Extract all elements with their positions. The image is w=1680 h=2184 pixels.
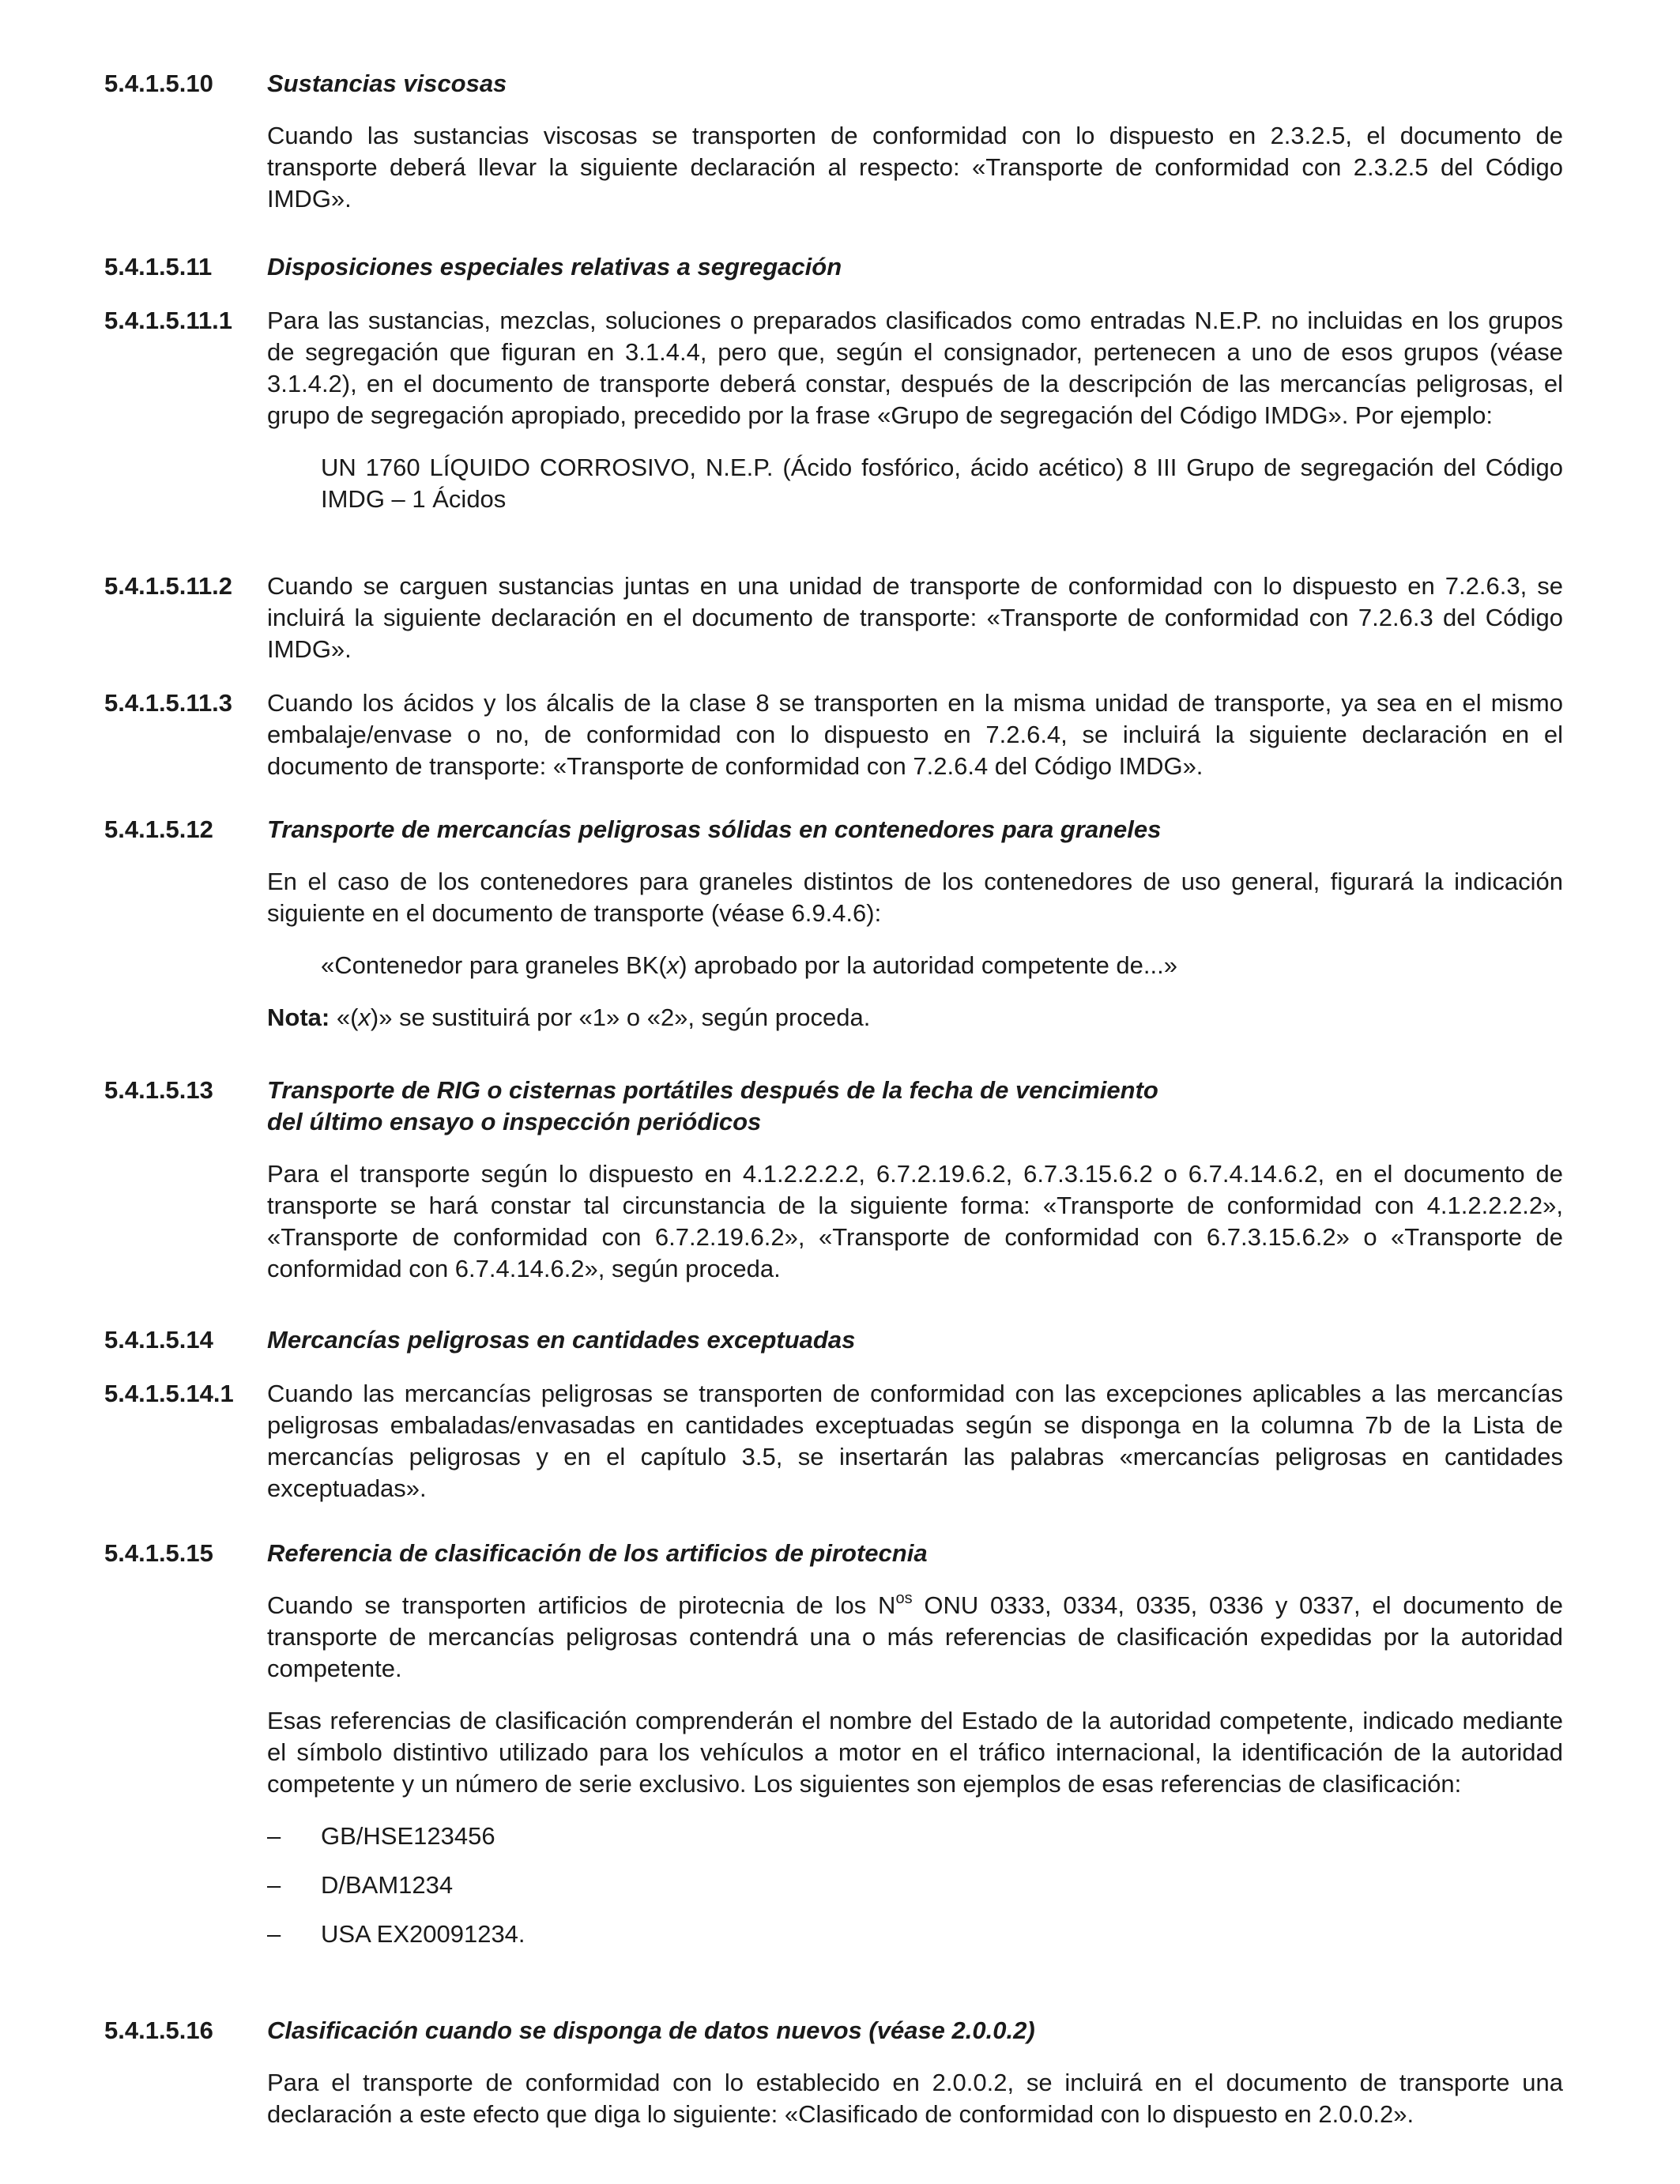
dash-bullet: – [267, 1920, 281, 1948]
list-item [267, 1919, 1563, 1950]
section-title: Sustancias viscosas [267, 70, 507, 97]
section-title: Referencia de clasificación de los artificios de pirotecnia [267, 1539, 928, 1567]
section-number: 5.4.1.5.13 [104, 1076, 213, 1104]
classification-reference: USA EX20091234. [321, 1920, 525, 1948]
note-text: )» se sustituirá por «1» o «2», según proceda. [370, 1004, 871, 1031]
paragraph: Cuando las mercancías peligrosas se transporten de conformidad con las excepciones aplicables a las mercancías peligrosas embaladas/envasadas en cantidades exceptuadas según se disponga en la columna 7b de la Lista de mercancías peligrosas y en el capítulo 3.5, se insertarán las palabras «mercancías peligrosas en cantidades exceptuadas». [267, 1380, 1563, 1502]
section-5-4-1-5-10 [104, 68, 1563, 215]
classification-reference: D/BAM1234 [321, 1871, 454, 1899]
example-text: «Contenedor para graneles BK( [321, 951, 667, 979]
superscript: os [895, 1589, 913, 1607]
example-variable: x [666, 951, 680, 979]
dash-bullet: – [267, 1871, 281, 1899]
section-number: 5.4.1.5.14 [104, 1326, 213, 1354]
paragraph [267, 1590, 1563, 1685]
section-5-4-1-5-11-3 [104, 687, 1563, 782]
section-number: 5.4.1.5.16 [104, 2016, 213, 2044]
paragraph: Para el transporte de conformidad con lo establecido en 2.0.0.2, se incluirá en el documento de transporte una declaración a este efecto que diga lo siguiente: «Clasificado de conformidad con lo dispuesto en 2.0.0.2». [267, 2069, 1563, 2128]
section-title: Mercancías peligrosas en cantidades exceptuadas [267, 1326, 856, 1354]
paragraph: Para las sustancias, mezclas, soluciones o preparados clasificados como entradas N.E.P. no incluidas en los grupos de segregación que figuran en 3.1.4.4, pero que, según el consignador, pertenecen a uno de esos grupos (véase 3.1.4.2), en el documento de transporte deberá constar, después de la descripción de las mercancías peligrosas, el grupo de segregación apropiado, precedido por la frase «Grupo de segregación del Código IMDG». Por ejemplo: [267, 307, 1563, 429]
example-text: ) aprobado por la autoridad competente de...» [679, 951, 1177, 979]
section-number: 5.4.1.5.10 [104, 70, 213, 97]
section-number: 5.4.1.5.11 [104, 253, 213, 281]
section-5-4-1-5-11 [104, 251, 1563, 283]
section-5-4-1-5-13 [104, 1075, 1563, 1285]
paragraph-text: ONU 0333, 0334, 0335, 0336 y 0337, el documento de transporte de mercancías peligrosas contendrá una o más referencias de clasificación expedidas por la autoridad competente. [267, 1591, 1563, 1682]
section-number: 5.4.1.5.11.3 [104, 689, 233, 717]
section-title: Disposiciones especiales relativas a segregación [267, 253, 842, 281]
section-5-4-1-5-15 [104, 1538, 1563, 1967]
section-title: Clasificación cuando se disponga de datos nuevos (véase 2.0.0.2) [267, 2016, 1035, 2044]
paragraph-text: Cuando se transporten artificios de pirotecnia de los N [267, 1591, 896, 1619]
paragraph: Cuando los ácidos y los álcalis de la clase 8 se transporten en la misma unidad de transporte, ya sea en el mismo embalaje/envase o no, de conformidad con lo dispuesto en 7.2.6.4, se incluirá la siguiente declaración en el documento de transporte: «Transporte de conformidad con 7.2.6.4 del Código IMDG». [267, 689, 1563, 780]
example-entry [321, 950, 1563, 981]
paragraph: En el caso de los contenedores para graneles distintos de los contenedores de uso general, figurará la indicación siguiente en el documento de transporte (véase 6.9.4.6): [267, 868, 1563, 927]
section-5-4-1-5-16 [104, 2015, 1563, 2130]
paragraph: Esas referencias de clasificación comprenderán el nombre del Estado de la autoridad competente, indicado mediante el símbolo distintivo utilizado para los vehículos a motor en el tráfico internacional, la identificación de la autoridad competente y un número de serie exclusivo. Los siguientes son ejemplos de esas referencias de clasificación: [267, 1707, 1563, 1798]
section-5-4-1-5-11-2 [104, 570, 1563, 665]
section-title-line-2: del último ensayo o inspección periódicos [267, 1108, 762, 1135]
section-5-4-1-5-14 [104, 1324, 1563, 1356]
note [267, 1002, 1563, 1034]
section-number: 5.4.1.5.12 [104, 815, 213, 843]
section-title: Transporte de mercancías peligrosas sólidas en contenedores para graneles [267, 815, 1162, 843]
paragraph: Para el transporte según lo dispuesto en 4.1.2.2.2.2, 6.7.2.19.6.2, 6.7.3.15.6.2 o 6.7.4.14.6.2, en el documento de transporte se hará constar tal circunstancia de la siguiente forma: «Transporte de conformidad con 4.1.2.2.2.2», «Transporte de conformidad con 6.7.2.19.6.2», «Transporte de conformidad con 6.7.3.15.6.2» o «Transporte de conformidad con 6.7.4.14.6.2», según proceda. [267, 1160, 1563, 1282]
example-entry: UN 1760 LÍQUIDO CORROSIVO, N.E.P. (Ácido fosfórico, ácido acético) 8 III Grupo de segregación del Código IMDG – 1 Ácidos [321, 454, 1563, 513]
list-item [267, 1821, 1563, 1852]
dash-bullet: – [267, 1822, 281, 1850]
section-number: 5.4.1.5.11.1 [104, 307, 233, 334]
classification-reference: GB/HSE123456 [321, 1822, 495, 1850]
section-number: 5.4.1.5.11.2 [104, 572, 233, 600]
note-text: «( [330, 1004, 359, 1031]
note-variable: x [358, 1004, 371, 1031]
section-number: 5.4.1.5.15 [104, 1539, 213, 1567]
note-label: Nota: [267, 1004, 330, 1031]
paragraph: Cuando se carguen sustancias juntas en una unidad de transporte de conformidad con lo dispuesto en 7.2.6.3, se incluirá la siguiente declaración en el documento de transporte: «Transporte de conformidad con 7.2.6.3 del Código IMDG». [267, 572, 1563, 663]
section-5-4-1-5-14-1 [104, 1378, 1563, 1504]
section-number: 5.4.1.5.14.1 [104, 1380, 234, 1407]
section-5-4-1-5-11-1 [104, 305, 1563, 515]
list-item [267, 1870, 1563, 1901]
paragraph: Cuando las sustancias viscosas se transporten de conformidad con lo dispuesto en 2.3.2.5, el documento de transporte deberá llevar la siguiente declaración al respecto: «Transporte de conformidad con 2.3.2.5 del Código IMDG». [267, 122, 1563, 213]
section-5-4-1-5-12 [104, 814, 1563, 1034]
section-title-line-1: Transporte de RIG o cisternas portátiles después de la fecha de vencimiento [267, 1076, 1158, 1104]
